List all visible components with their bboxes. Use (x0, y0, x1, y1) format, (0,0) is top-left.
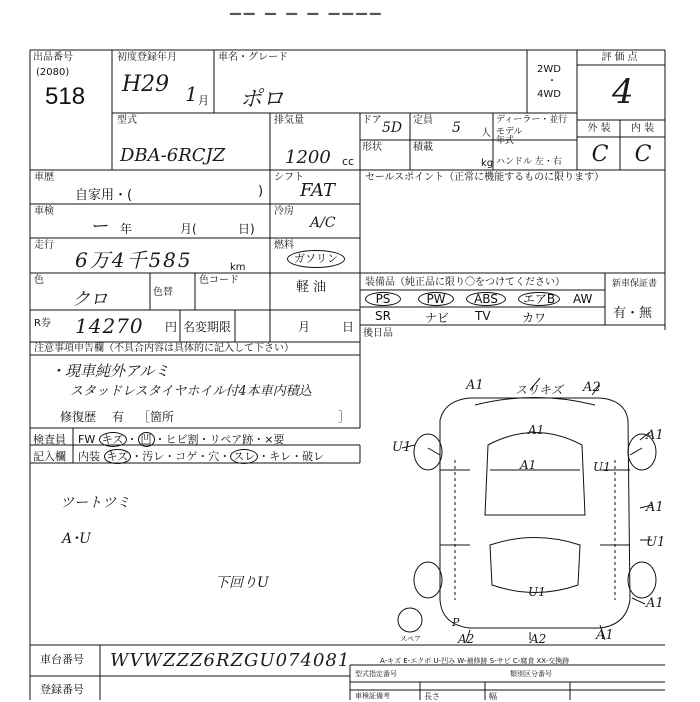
inspection-month: 月( (180, 222, 197, 236)
rear-seat-label: 後日品 (363, 328, 393, 339)
door-value: 5D (382, 120, 403, 136)
color-swap-label: 色替 (153, 287, 173, 298)
equip-abs: ABS (466, 292, 506, 306)
lot-number: 518 (45, 83, 86, 110)
fuel-diesel: 軽 油 (296, 280, 327, 295)
model-value: DBA-6RCJZ (120, 145, 226, 166)
mileage-unit: km (230, 262, 246, 273)
sales-point-label: セールスポイント（正常に機能するものに限ります） (365, 172, 605, 183)
reg-width-label: 幅 (489, 692, 497, 701)
warranty-value: 有・無 (613, 306, 653, 321)
fuel-label: 燃料 (274, 240, 294, 251)
spare-label: スペア (400, 635, 421, 643)
usage-value: 自家用・( (75, 188, 133, 203)
inspection-label: 車検 (34, 206, 54, 217)
dmg-label-6: A1 (520, 458, 537, 472)
capacity-value: 5 (452, 120, 461, 136)
dmg-label-14: A1 (596, 628, 614, 643)
dmg-label-3: A1 (528, 423, 545, 437)
notes-line1: ・現車純外アルミ (50, 362, 170, 380)
reg-month-unit: 月 (198, 94, 209, 107)
shift-label: シフト (274, 172, 304, 183)
inspection-day: 日) (238, 222, 255, 236)
dmg-label-7: U1 (593, 460, 611, 474)
dealer-handle: ハンドル 左・右 (496, 157, 562, 167)
mileage-label: 走行 (34, 240, 54, 251)
interior-value: C (634, 142, 652, 167)
handnote-2: A･U (62, 531, 91, 547)
displacement-unit: cc (342, 155, 355, 168)
inspector-row2: 内装 キズ ・汚レ・コゲ・穴・ スレ ・キレ・破レ (78, 450, 325, 463)
inspection-year: 年 (120, 222, 133, 236)
dmg-label-1: A1 (466, 378, 484, 393)
usage-close: ) (258, 184, 264, 199)
name-change-month: 月 (298, 320, 311, 334)
reg-year-label: 初度登録年月 (117, 52, 177, 63)
notes-spot-label: ［箇所 (138, 410, 175, 424)
handnote-3: 下回りU (215, 575, 269, 591)
equip-airbag: エアB (518, 292, 560, 306)
displacement-value: 1200 (285, 147, 331, 168)
reg-length-label: 長さ (424, 692, 440, 701)
drive-2wd: 2WD (537, 64, 561, 75)
dmg-label-10: U1 (528, 585, 546, 599)
recycle-label: R券 (34, 318, 51, 329)
fuel-gasoline: ガソリン (287, 250, 345, 268)
color-code-label: 色コード (199, 275, 239, 286)
capacity-unit: 人 (481, 128, 491, 139)
dealer-model-year: モデル 年式 (496, 127, 523, 146)
name-change-label: 名変期限 (183, 320, 232, 334)
equip-leather: カワ (522, 311, 547, 325)
notes-repair-label: 修復歴 (60, 410, 97, 424)
dmg-label-9: U1 (646, 535, 666, 550)
dmg-label-13: A2 (530, 632, 547, 646)
reg-bottom-2: 類別区分番号 (510, 670, 552, 678)
notes-repair-value: 有 (112, 410, 125, 424)
name-change-day: 日 (342, 320, 355, 334)
load-unit: kg (481, 158, 494, 169)
handnote-1: ツートツミ (60, 495, 130, 511)
reg-bottom-3: 車検証備考 (355, 692, 390, 700)
exterior-label: 外 装 (587, 123, 611, 134)
equip-tv: TV (475, 309, 491, 323)
car-name-value: ポロ (240, 87, 285, 112)
dmg-label-12: A2 (458, 632, 475, 646)
notes-line2: スタッドレスタイヤホイル付4本車内積込 (70, 384, 312, 399)
reg-bottom-1: 型式指定番号 (355, 670, 397, 678)
displacement-label: 排気量 (274, 115, 304, 126)
dmg-label-4: A1 (646, 428, 664, 443)
exterior-value: C (591, 142, 609, 167)
inspector-label: 検査員 記入欄 (33, 433, 66, 463)
shape-label: 形状 (362, 142, 382, 153)
score-value: 4 (612, 72, 634, 112)
dealer-label: ディーラー・並行 (496, 115, 568, 125)
dmg-label-8: A1 (646, 500, 664, 515)
mileage-value: 6万4千585 (75, 248, 193, 272)
interior-label: 内 装 (630, 123, 655, 134)
registration-label: 登録番号 (40, 683, 84, 696)
usage-label: 車歴 (34, 172, 54, 183)
color-value: クロ (72, 289, 108, 310)
inspection-value: ー (90, 216, 108, 237)
door-label: ドア (362, 115, 382, 126)
reg-month-value: 1 (185, 82, 198, 106)
dmg-label-5: U1 (392, 440, 412, 455)
color-label: 色 (34, 275, 44, 286)
lot-code: (2080) (36, 67, 70, 78)
recycle-value: 14270 (75, 314, 144, 338)
equip-sr: SR (375, 309, 391, 323)
model-label: 型式 (117, 115, 137, 126)
car-name-label: 車名・グレード (218, 52, 288, 63)
chassis-label: 車台番号 (40, 653, 84, 666)
dmg-label-11: A1 (646, 596, 664, 611)
dmg-label-2: A2 (583, 380, 601, 395)
inspector-row1: FW キズ ・ 凹 ・ヒビ割・リペア跡・×要 (78, 433, 285, 446)
equip-pw: PW (418, 292, 454, 306)
ac-value: A/C (310, 215, 336, 231)
equipment-label: 装備品（純正品に限り〇をつけてください） (365, 277, 565, 288)
equip-ps: PS (365, 292, 401, 306)
reg-year-value: H29 (122, 72, 170, 97)
drive-dot: ・ (547, 76, 557, 87)
notes-label: 注意事項申告欄（不具合内容は具体的に記入して下さい） (34, 343, 294, 354)
equip-aw: AW (573, 292, 593, 306)
notes-spot-close: ］ (338, 410, 351, 424)
warranty-label: 新車保証書 (612, 279, 658, 289)
page-header-blur: ▔▔ ▔ ▔ ▔ ▔▔▔▔ (230, 14, 384, 30)
recycle-unit: 円 (165, 320, 178, 334)
lot-label: 出品番号 (33, 52, 73, 63)
capacity-label: 定員 (413, 115, 433, 126)
equip-navi: ナビ (425, 311, 450, 325)
score-label: 評価点 (601, 52, 641, 63)
load-label: 積載 (413, 142, 433, 153)
dmg-label-p: P (452, 616, 460, 629)
chassis-value: WVWZZZ6RZGU074081 (110, 650, 351, 671)
damage-legend: A-キズ E-エクボ U-凹み W-補修跡 S-サビ C-腐食 XX-交換跡 (380, 657, 570, 665)
drive-4wd: 4WD (537, 89, 561, 100)
shift-value: FAT (300, 180, 335, 201)
ac-label: 冷房 (274, 206, 294, 217)
diagram-sunroof-label: スリキズ (515, 383, 563, 397)
